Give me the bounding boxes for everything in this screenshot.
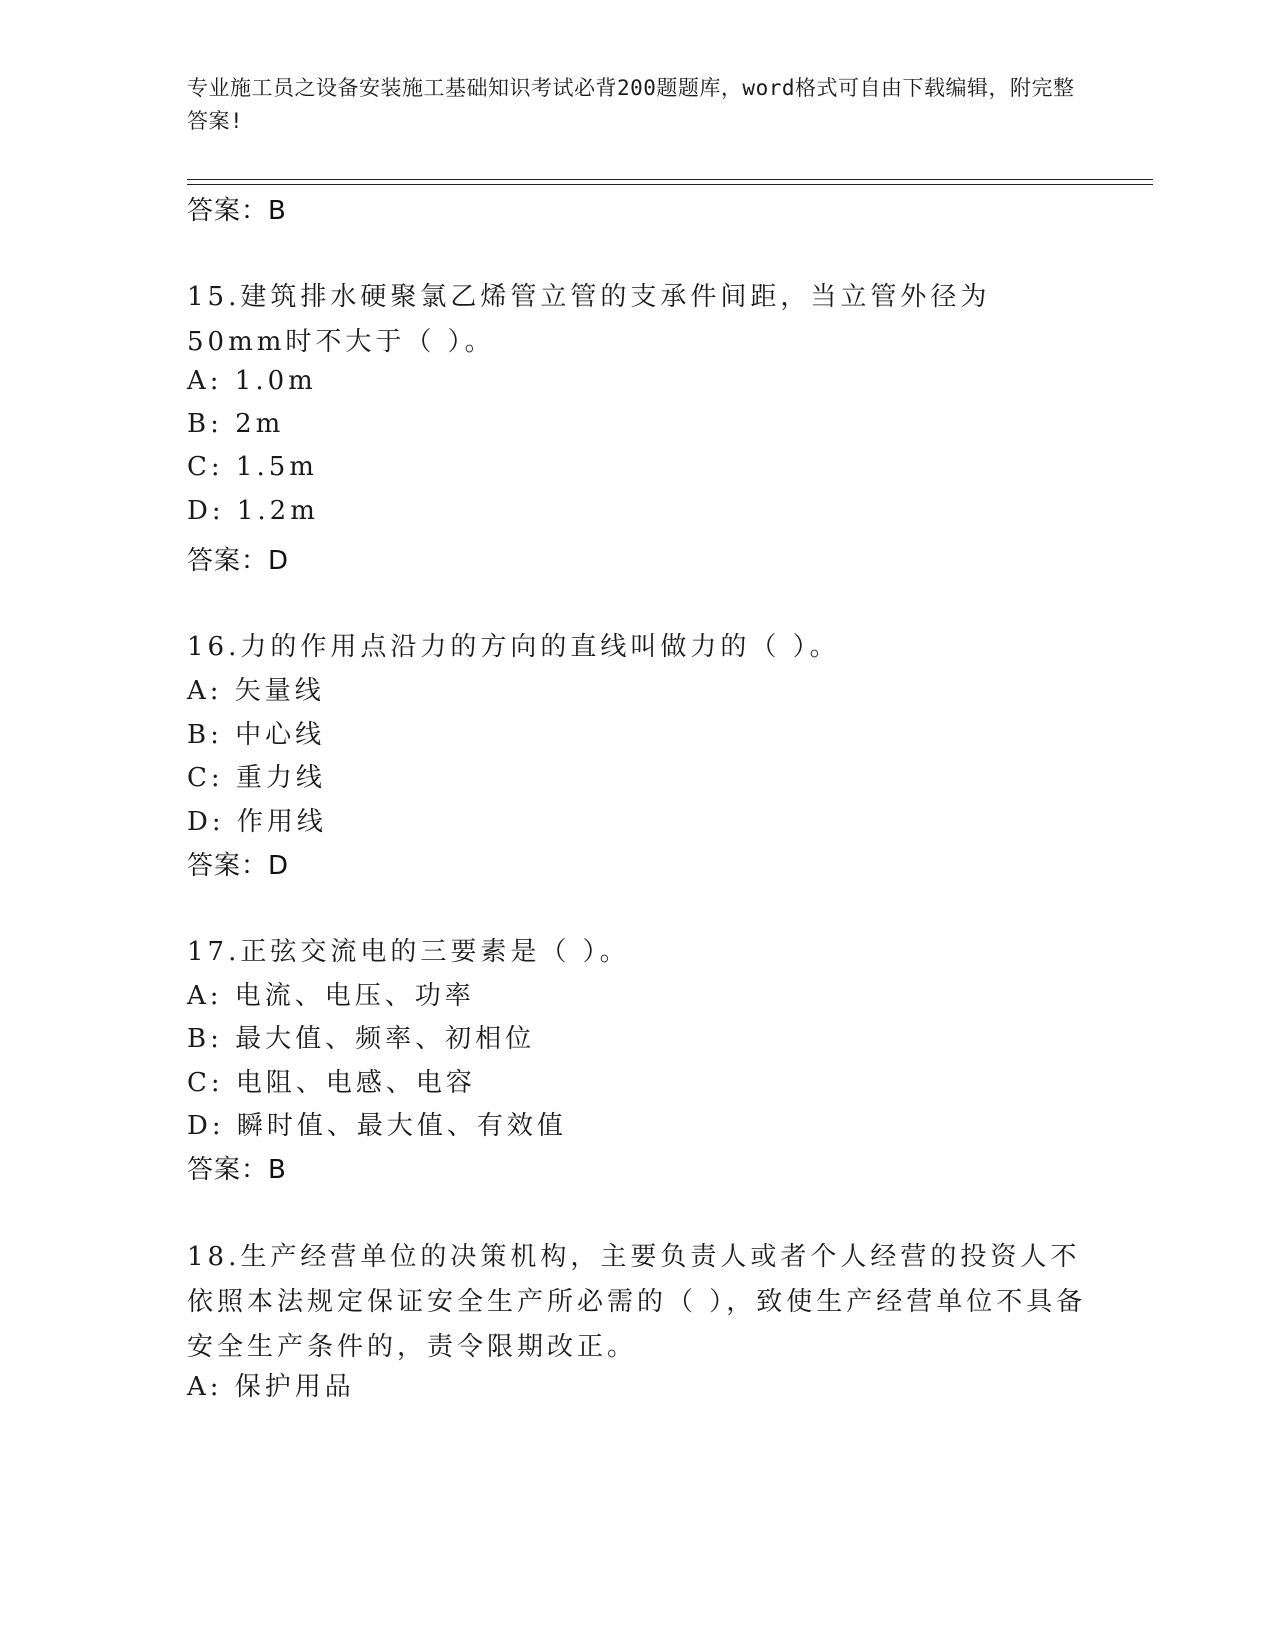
header-divider-top: [187, 179, 1153, 180]
page-header-title: 专业施工员之设备安装施工基础知识考试必背200题题库，word格式可自由下载编辑，附完整答案!: [187, 76, 1075, 133]
header-divider-bottom: [187, 184, 1153, 185]
question-16-option-d: D: 作用线: [187, 807, 327, 837]
question-18-option-a: A: 保护用品: [187, 1372, 355, 1402]
question-15-option-c: C: 1.5m: [187, 452, 318, 482]
question-17-option-d: D: 瞬时值、最大值、有效值: [187, 1111, 567, 1141]
answer-q17: 答案：B: [187, 1155, 287, 1185]
question-16-option-c: C: 重力线: [187, 763, 326, 793]
question-15-option-d: D: 1.2m: [187, 496, 319, 526]
question-16-option-a: A: 矢量线: [187, 676, 325, 706]
question-15-text: 15.建筑排水硬聚氯乙烯管立管的支承件间距，当立管外径为50mm时不大于（ ）。: [187, 282, 991, 357]
question-17-text: 17.正弦交流电的三要素是（ ）。: [187, 937, 630, 967]
question-16-option-b: B: 中心线: [187, 720, 326, 750]
question-17-option-a: A: 电流、电压、功率: [187, 981, 475, 1011]
question-15-option-a: A: 1.0m: [187, 366, 317, 396]
question-17-option-b: B: 最大值、频率、初相位: [187, 1024, 536, 1054]
question-15-option-b: B: 2m: [187, 409, 285, 439]
answer-q15: 答案：D: [187, 546, 290, 576]
question-17-option-c: C: 电阻、电感、电容: [187, 1068, 476, 1098]
answer-q16: 答案：D: [187, 851, 290, 881]
question-16-text: 16.力的作用点沿力的方向的直线叫做力的（ ）。: [187, 632, 840, 662]
question-18-text: 18.生产经营单位的决策机构，主要负责人或者个人经营的投资人不依照本法规定保证安全生产所必需的（ ），致使生产经营单位不具备安全生产条件的，责令限期改正。: [187, 1242, 1087, 1362]
answer-q14: 答案：B: [187, 196, 287, 226]
